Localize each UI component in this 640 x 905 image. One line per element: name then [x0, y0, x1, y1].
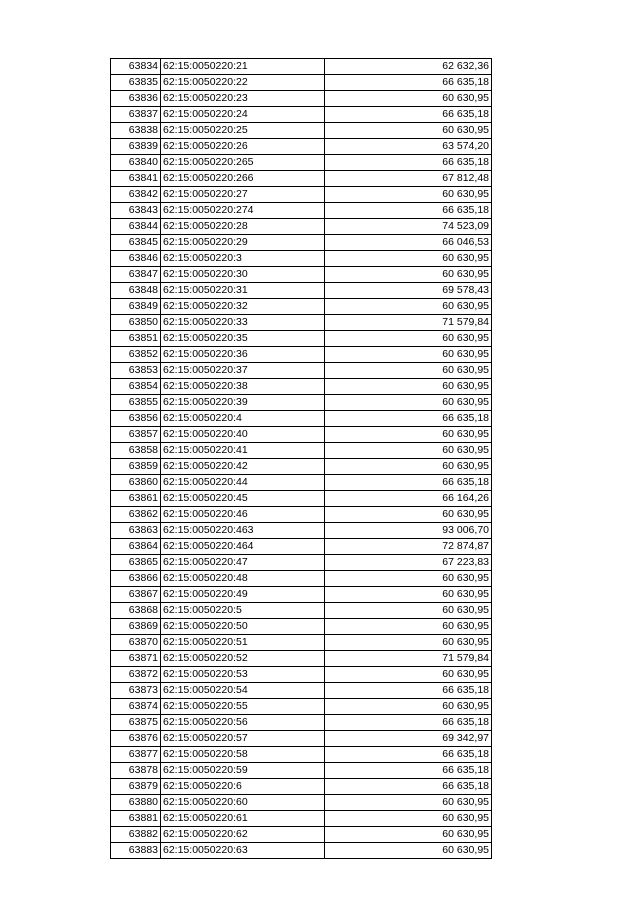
- row-number-cell: 63834: [111, 59, 161, 75]
- cadastral-number-cell: 62:15:0050220:51: [161, 635, 325, 651]
- table-row: [111, 491, 492, 507]
- row-number-cell: 63873: [111, 683, 161, 699]
- table-row: [111, 283, 492, 299]
- row-number-cell: 63863: [111, 523, 161, 539]
- value-cell: 67 223,83: [325, 555, 492, 571]
- table-row: [111, 651, 492, 667]
- value-cell: 66 635,18: [325, 715, 492, 731]
- cadastral-number-cell: 62:15:0050220:47: [161, 555, 325, 571]
- value-cell: 60 630,95: [325, 187, 492, 203]
- row-number-cell: 63876: [111, 731, 161, 747]
- cadastral-number-cell: 62:15:0050220:36: [161, 347, 325, 363]
- table-row: [111, 715, 492, 731]
- cadastral-number-cell: 62:15:0050220:23: [161, 91, 325, 107]
- cadastral-number-cell: 62:15:0050220:39: [161, 395, 325, 411]
- cadastral-number-cell: 62:15:0050220:60: [161, 795, 325, 811]
- value-cell: 60 630,95: [325, 331, 492, 347]
- row-number-cell: 63852: [111, 347, 161, 363]
- table-body: [111, 59, 492, 859]
- cadastral-number-cell: 62:15:0050220:58: [161, 747, 325, 763]
- value-cell: 60 630,95: [325, 379, 492, 395]
- row-number-cell: 63879: [111, 779, 161, 795]
- value-cell: 60 630,95: [325, 587, 492, 603]
- value-cell: 71 579,84: [325, 651, 492, 667]
- table-row: [111, 251, 492, 267]
- value-cell: 71 579,84: [325, 315, 492, 331]
- cadastral-number-cell: 62:15:0050220:5: [161, 603, 325, 619]
- cadastral-number-cell: 62:15:0050220:25: [161, 123, 325, 139]
- row-number-cell: 63871: [111, 651, 161, 667]
- value-cell: 60 630,95: [325, 571, 492, 587]
- row-number-cell: 63883: [111, 843, 161, 859]
- row-number-cell: 63877: [111, 747, 161, 763]
- row-number-cell: 63835: [111, 75, 161, 91]
- row-number-cell: 63864: [111, 539, 161, 555]
- table-row: [111, 107, 492, 123]
- cadastral-number-cell: 62:15:0050220:48: [161, 571, 325, 587]
- value-cell: 60 630,95: [325, 603, 492, 619]
- row-number-cell: 63847: [111, 267, 161, 283]
- cadastral-number-cell: 62:15:0050220:56: [161, 715, 325, 731]
- table-row: [111, 603, 492, 619]
- table-row: [111, 667, 492, 683]
- value-cell: 66 635,18: [325, 475, 492, 491]
- cadastral-number-cell: 62:15:0050220:265: [161, 155, 325, 171]
- cadastral-number-cell: 62:15:0050220:4: [161, 411, 325, 427]
- value-cell: 93 006,70: [325, 523, 492, 539]
- cadastral-number-cell: 62:15:0050220:38: [161, 379, 325, 395]
- table-row: [111, 395, 492, 411]
- value-cell: 62 632,36: [325, 59, 492, 75]
- row-number-cell: 63867: [111, 587, 161, 603]
- table-row: [111, 795, 492, 811]
- cadastral-number-cell: 62:15:0050220:6: [161, 779, 325, 795]
- value-cell: 60 630,95: [325, 507, 492, 523]
- row-number-cell: 63875: [111, 715, 161, 731]
- table-row: [111, 699, 492, 715]
- table-row: [111, 91, 492, 107]
- cadastral-number-cell: 62:15:0050220:21: [161, 59, 325, 75]
- value-cell: 60 630,95: [325, 827, 492, 843]
- table-row: [111, 171, 492, 187]
- row-number-cell: 63855: [111, 395, 161, 411]
- cadastral-number-cell: 62:15:0050220:53: [161, 667, 325, 683]
- row-number-cell: 63841: [111, 171, 161, 187]
- value-cell: 72 874,87: [325, 539, 492, 555]
- table-row: [111, 347, 492, 363]
- value-cell: 60 630,95: [325, 811, 492, 827]
- row-number-cell: 63849: [111, 299, 161, 315]
- cadastral-number-cell: 62:15:0050220:42: [161, 459, 325, 475]
- table-row: [111, 139, 492, 155]
- row-number-cell: 63843: [111, 203, 161, 219]
- table-row: [111, 75, 492, 91]
- cadastral-number-cell: 62:15:0050220:30: [161, 267, 325, 283]
- table-row: [111, 731, 492, 747]
- row-number-cell: 63854: [111, 379, 161, 395]
- value-cell: 66 635,18: [325, 155, 492, 171]
- row-number-cell: 63848: [111, 283, 161, 299]
- cadastral-number-cell: 62:15:0050220:463: [161, 523, 325, 539]
- cadastral-number-cell: 62:15:0050220:57: [161, 731, 325, 747]
- cadastral-number-cell: 62:15:0050220:3: [161, 251, 325, 267]
- value-cell: 60 630,95: [325, 699, 492, 715]
- row-number-cell: 63858: [111, 443, 161, 459]
- table-row: [111, 363, 492, 379]
- cadastral-value-table: [110, 58, 492, 859]
- table-row: [111, 219, 492, 235]
- row-number-cell: 63853: [111, 363, 161, 379]
- cadastral-number-cell: 62:15:0050220:29: [161, 235, 325, 251]
- cadastral-number-cell: 62:15:0050220:22: [161, 75, 325, 91]
- row-number-cell: 63860: [111, 475, 161, 491]
- cadastral-number-cell: 62:15:0050220:28: [161, 219, 325, 235]
- row-number-cell: 63842: [111, 187, 161, 203]
- value-cell: 66 635,18: [325, 75, 492, 91]
- value-cell: 66 635,18: [325, 683, 492, 699]
- cadastral-number-cell: 62:15:0050220:62: [161, 827, 325, 843]
- table-row: [111, 587, 492, 603]
- value-cell: 60 630,95: [325, 123, 492, 139]
- cadastral-number-cell: 62:15:0050220:46: [161, 507, 325, 523]
- value-cell: 60 630,95: [325, 427, 492, 443]
- value-cell: 66 635,18: [325, 747, 492, 763]
- row-number-cell: 63856: [111, 411, 161, 427]
- row-number-cell: 63869: [111, 619, 161, 635]
- value-cell: 69 342,97: [325, 731, 492, 747]
- value-cell: 60 630,95: [325, 347, 492, 363]
- table-row: [111, 315, 492, 331]
- value-cell: 60 630,95: [325, 267, 492, 283]
- cadastral-number-cell: 62:15:0050220:33: [161, 315, 325, 331]
- row-number-cell: 63861: [111, 491, 161, 507]
- table-row: [111, 507, 492, 523]
- table-row: [111, 747, 492, 763]
- value-cell: 60 630,95: [325, 395, 492, 411]
- table-row: [111, 59, 492, 75]
- row-number-cell: 63880: [111, 795, 161, 811]
- row-number-cell: 63839: [111, 139, 161, 155]
- cadastral-number-cell: 62:15:0050220:59: [161, 763, 325, 779]
- value-cell: 66 046,53: [325, 235, 492, 251]
- cadastral-number-cell: 62:15:0050220:50: [161, 619, 325, 635]
- row-number-cell: 63840: [111, 155, 161, 171]
- cadastral-number-cell: 62:15:0050220:55: [161, 699, 325, 715]
- table-row: [111, 763, 492, 779]
- cadastral-number-cell: 62:15:0050220:54: [161, 683, 325, 699]
- row-number-cell: 63838: [111, 123, 161, 139]
- row-number-cell: 63862: [111, 507, 161, 523]
- value-cell: 69 578,43: [325, 283, 492, 299]
- cadastral-number-cell: 62:15:0050220:63: [161, 843, 325, 859]
- value-cell: 66 164,26: [325, 491, 492, 507]
- table-row: [111, 267, 492, 283]
- value-cell: 66 635,18: [325, 763, 492, 779]
- value-cell: 60 630,95: [325, 459, 492, 475]
- table-row: [111, 155, 492, 171]
- table-row: [111, 539, 492, 555]
- value-cell: 60 630,95: [325, 619, 492, 635]
- value-cell: 60 630,95: [325, 91, 492, 107]
- cadastral-number-cell: 62:15:0050220:266: [161, 171, 325, 187]
- table-row: [111, 843, 492, 859]
- cadastral-number-cell: 62:15:0050220:40: [161, 427, 325, 443]
- table-row: [111, 379, 492, 395]
- value-cell: 66 635,18: [325, 779, 492, 795]
- row-number-cell: 63865: [111, 555, 161, 571]
- table-row: [111, 235, 492, 251]
- cadastral-number-cell: 62:15:0050220:41: [161, 443, 325, 459]
- table-row: [111, 635, 492, 651]
- row-number-cell: 63845: [111, 235, 161, 251]
- cadastral-number-cell: 62:15:0050220:52: [161, 651, 325, 667]
- value-cell: 60 630,95: [325, 251, 492, 267]
- value-cell: 74 523,09: [325, 219, 492, 235]
- table-row: [111, 459, 492, 475]
- table-row: [111, 827, 492, 843]
- table-row: [111, 331, 492, 347]
- row-number-cell: 63881: [111, 811, 161, 827]
- row-number-cell: 63857: [111, 427, 161, 443]
- value-cell: 60 630,95: [325, 795, 492, 811]
- table-row: [111, 811, 492, 827]
- value-cell: 66 635,18: [325, 203, 492, 219]
- table-row: [111, 779, 492, 795]
- table-row: [111, 299, 492, 315]
- row-number-cell: 63868: [111, 603, 161, 619]
- table-row: [111, 187, 492, 203]
- table-row: [111, 123, 492, 139]
- row-number-cell: 63870: [111, 635, 161, 651]
- row-number-cell: 63846: [111, 251, 161, 267]
- row-number-cell: 63874: [111, 699, 161, 715]
- value-cell: 60 630,95: [325, 667, 492, 683]
- row-number-cell: 63851: [111, 331, 161, 347]
- cadastral-number-cell: 62:15:0050220:31: [161, 283, 325, 299]
- cadastral-number-cell: 62:15:0050220:35: [161, 331, 325, 347]
- value-cell: 67 812,48: [325, 171, 492, 187]
- row-number-cell: 63844: [111, 219, 161, 235]
- row-number-cell: 63882: [111, 827, 161, 843]
- value-cell: 66 635,18: [325, 411, 492, 427]
- value-cell: 63 574,20: [325, 139, 492, 155]
- value-cell: 66 635,18: [325, 107, 492, 123]
- value-cell: 60 630,95: [325, 363, 492, 379]
- table-row: [111, 203, 492, 219]
- table-row: [111, 443, 492, 459]
- row-number-cell: 63859: [111, 459, 161, 475]
- table-row: [111, 427, 492, 443]
- cadastral-number-cell: 62:15:0050220:27: [161, 187, 325, 203]
- cadastral-number-cell: 62:15:0050220:49: [161, 587, 325, 603]
- value-cell: 60 630,95: [325, 635, 492, 651]
- row-number-cell: 63837: [111, 107, 161, 123]
- value-cell: 60 630,95: [325, 443, 492, 459]
- row-number-cell: 63836: [111, 91, 161, 107]
- table-row: [111, 571, 492, 587]
- table-row: [111, 411, 492, 427]
- row-number-cell: 63878: [111, 763, 161, 779]
- value-cell: 60 630,95: [325, 299, 492, 315]
- cadastral-number-cell: 62:15:0050220:37: [161, 363, 325, 379]
- cadastral-number-cell: 62:15:0050220:464: [161, 539, 325, 555]
- table-row: [111, 555, 492, 571]
- table-row: [111, 475, 492, 491]
- row-number-cell: 63866: [111, 571, 161, 587]
- table-row: [111, 619, 492, 635]
- table-row: [111, 523, 492, 539]
- cadastral-number-cell: 62:15:0050220:45: [161, 491, 325, 507]
- cadastral-number-cell: 62:15:0050220:24: [161, 107, 325, 123]
- cadastral-number-cell: 62:15:0050220:32: [161, 299, 325, 315]
- row-number-cell: 63872: [111, 667, 161, 683]
- cadastral-number-cell: 62:15:0050220:26: [161, 139, 325, 155]
- table-row: [111, 683, 492, 699]
- cadastral-number-cell: 62:15:0050220:61: [161, 811, 325, 827]
- value-cell: 60 630,95: [325, 843, 492, 859]
- cadastral-number-cell: 62:15:0050220:44: [161, 475, 325, 491]
- row-number-cell: 63850: [111, 315, 161, 331]
- cadastral-number-cell: 62:15:0050220:274: [161, 203, 325, 219]
